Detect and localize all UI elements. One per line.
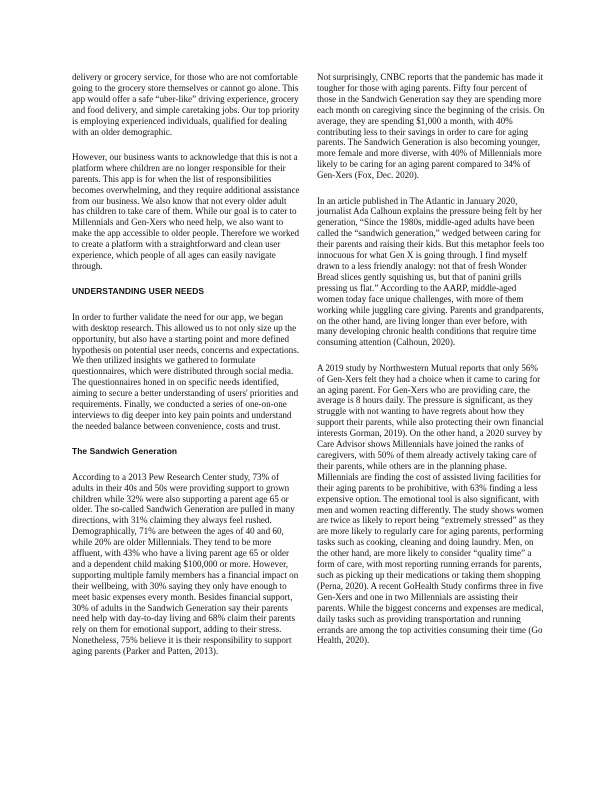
paragraph-research-method: In order to further validate the need for our app, we began with desktop research. This allowed us to not only size up the opportunity, but also have a starting point and more defined hypothesis on potential user needs, concerns and expectations. We then utilized insights we gathered to formulate questionnaires, which were distributed through social media. The questionnaires honed in on specific needs identified, aiming to secure a better understanding of users' priorities and requirements. Finally, we conducted a series of one-on-one interviews to dig deeper into key pain points and understand the needed balance between convenience, costs and trust.: [72, 311, 300, 431]
paragraph-business-acknowledgement: However, our business wants to acknowledge that this is not a platform where children are no longer responsible for their parents. This app is for when the list of responsibilities becomes overwhelming, and they require additional assistance from our business. We also know that not every older adult has children to take care of them. While our goal is to cater to Millennials and Gen-Xers who need help, we also want to make the app accessible to older people. Therefore we worked to create a platform with a straightforward and clean user experience, which people of all ages can easily navigate through.: [72, 151, 300, 271]
paragraph-northwestern-study: A 2019 study by Northwestern Mutual reports that only 56% of Gen-Xers felt they had a choice when it came to caring for an aging parent. For Gen-Xers who are providing care, the average is 8 hours daily. The pressure is significant, as they struggle with not wanting to have regrets about how they support their parents, while also protecting their own financial interests Gorman, 2019). On the other hand, a 2020 survey by Care Advisor shows Millennials have joined the ranks of caregivers, with 50% of them already actively taking care of their parents, while others are in the planning phase. Millennials are finding the cost of assisted living facilities for their aging parents to be prohibitive, with 63% finding a less expensive option. The emotional tool is also significant, with men and women reacting differently. The study shows women are twice as likely to report being “extremely stressed” as they are more likely to regularly care for aging parents, performing tasks such as cooking, cleaning and doing laundry. Men, on the other hand, are more likely to consider “quality time” a form of care, with most reporting running errands for parents, such as picking up their medications or taking them shopping (Perna, 2020). A recent GoHealth Study confirms three in five Gen-Xers and one in two Millennials are assisting their parents. While the biggest concerns and expenses are medical, daily tasks such as providing transportation and running errands are among the top activities consuming their time (Go Health, 2020).: [317, 362, 545, 646]
heading-understanding-user-needs: UNDERSTANDING USER NEEDS: [72, 286, 205, 297]
paragraph-delivery-service: delivery or grocery service, for those who are not comfortable going to the grocery store themselves or cannot go alone. This app would offer a safe “uber-like” driving experience, grocery and food delivery, and simple caretaking jobs. Our top priority is employing experienced individuals, qualified for dealing with an older demographic.: [72, 72, 300, 137]
paragraph-cnbc-pandemic: Not surprisingly, CNBC reports that the pandemic has made it tougher for those with aging parents. Fifty four percent of those in the Sandwich Generation say they are spending more each month on caregiving since the beginning of the crisis. On average, they are spending $1,000 a month, with 40% contributing less to their savings in order to care for aging parents. The Sandwich Generation is also becoming younger, more female and more diverse, with 40% of Millennials more likely to be caring for an aging parent compared to 34% of Gen-Xers (Fox, Dec. 2020).: [317, 72, 545, 181]
paragraph-pew-research: According to a 2013 Pew Research Center study, 73% of adults in their 40s and 50s were providing support to grown children while 32% were also supporting a parent age 65 or older. The so-called Sandwich Generation are pulled in many directions, with 31% claiming they always feel rushed. Demographically, 71% are between the ages of 40 and 60, while 20% are older Millennials. They tend to be more affluent, with 43% who have a living parent age 65 or older and a dependent child making $100,000 or more. However, supporting multiple family members has a financial impact on their wellbeing, with 30% saying they only have enough to meet basic expenses every month. Besides financial support, 30% of adults in the Sandwich Generation say their parents need help with day-to-day living and 68% claim their parents rely on them for emotional support, adding to their stress. Nonetheless, 75% believe it is their responsibility to support aging parents (Parker and Patten, 2013).: [72, 471, 299, 657]
right-column: [317, 72, 545, 661]
left-column: [72, 72, 300, 672]
paragraph-atlantic-article: In an article published in The Atlantic in January 2020, journalist Ada Calhoun explains the pressure being felt by her generation, “Since the 1980s, middle-aged adults have been called the “sandwich generation,” wedged between caring for their parents and raising their kids. But this metaphor feels too innocuous for what Gen X is going through. I find myself drawn to a less friendly analogy: not that of fresh Wonder Bread slices gently squishing us, but that of panini grills pressing us flat.” According to the AARP, middle-aged women today face unique challenges, with more of them working while juggling care giving. Parents and grandparents, on the other hand, are living longer than ever before, with many developing chronic health conditions that require time consuming attention (Calhoun, 2020).: [317, 195, 545, 348]
heading-sandwich-generation: The Sandwich Generation: [72, 446, 178, 457]
